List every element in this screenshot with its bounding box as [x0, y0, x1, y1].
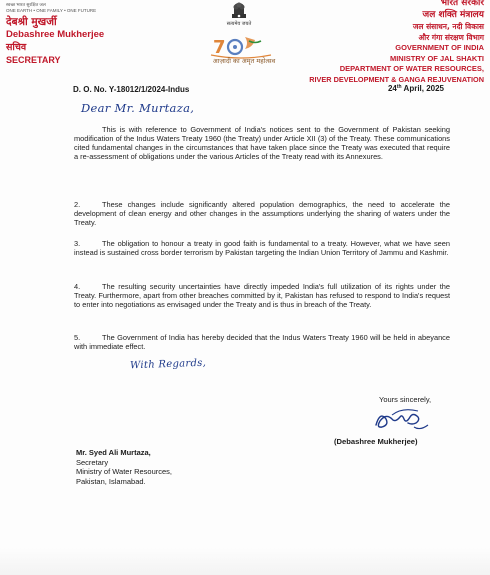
addressee-location: Pakistan, Islamabad. [76, 476, 146, 486]
paragraph-text: The resulting security uncertainties have directly impeded India's full utilization of its rights under the Treaty. Furthermore, apart from other breaches committed by it, Pakistan has refused to respond to India's request to enter into negotiations as envisaged under the Treaty and is thus in breach of the Treaty. [74, 282, 450, 309]
tagline-part-3: ONE FUTURE [66, 8, 97, 13]
azadi-logo-text: आज़ादी का अमृत महोत्सव [212, 57, 276, 65]
do-number: D. O. No. Y-18012/1/2024-Indus [73, 85, 190, 94]
ministry-hindi: जल शक्ति मंत्रालय [422, 10, 484, 20]
tagline-part-1: ONE EARTH [6, 8, 33, 13]
paragraph-3 [74, 240, 450, 258]
designation-english: SECRETARY [6, 55, 61, 65]
jal-logo-text: सुरक्षित जल [26, 2, 46, 7]
emblem-motto: सत्यमेव जयते [226, 21, 252, 27]
yours-sincerely: Yours sincerely, [379, 395, 432, 404]
paragraph-1 [74, 126, 450, 162]
azadi-ka-amrit-mahotsav-logo-icon [207, 31, 277, 71]
paragraph-5 [74, 334, 450, 352]
designation-hindi: सचिव [6, 42, 27, 53]
signer-name: (Debashree Mukherjee) [334, 437, 418, 446]
letterhead-left [6, 2, 156, 66]
paragraph-text: The Government of India has hereby decided that the Indus Waters Treaty 1960 will be held in abeyance with immediate effect. [74, 333, 450, 351]
handwritten-salutation: Dear Mr. Murtaza, [81, 101, 195, 115]
sender-name-hindi: देबश्री मुखर्जी [6, 16, 57, 28]
date-month-year: April, 2025 [401, 84, 444, 93]
paragraph-number: 5. [74, 333, 81, 342]
paragraph-number: 2. [74, 200, 81, 209]
department-hindi-line-2: और गंगा संरक्षण विभाग [418, 33, 484, 42]
addressee-name: Mr. Syed Ali Murtaza, [76, 448, 151, 457]
page-bottom-shadow [0, 548, 490, 575]
addressee-ministry: Ministry of Water Resources, [76, 467, 172, 477]
national-emblem-icon [226, 0, 252, 20]
gov-english: GOVERNMENT OF INDIA [395, 43, 484, 52]
svg-text:7: 7 [213, 37, 226, 58]
signature-icon [370, 405, 440, 437]
g20-tagline: ONE EARTH • ONE FAMILY • ONE FUTURE [6, 8, 97, 13]
department-english-line-1: DEPARTMENT OF WATER RESOURCES, [339, 64, 484, 73]
ministry-english: MINISTRY OF JAL SHAKTI [389, 53, 484, 63]
swachh-logo-text: स्वच्छ भारत [6, 2, 26, 7]
handwritten-closing: With Regards, [129, 357, 207, 372]
paragraph-number: 3. [74, 239, 81, 248]
paragraph-4 [74, 283, 450, 310]
paragraph-text: The obligation to honour a treaty in good faith is fundamental to a treaty. However, what we have seen instead is sustained cross border terrorism by Pakistan targeting the Indian Union Territory of Jammu and Kashmir. [74, 239, 450, 257]
paragraph-text: This is with reference to Government of India's notices sent to the Government of Pakistan seeking modification of the Indus Waters Treaty 1960 (the Treaty) under Article XII (3) of the Treaty. These communications cited fundamental changes in the circumstances that have taken place since the Treaty was executed that require a re-assessment of obligations under the various Articles of the Treaty read with its Annexures. [74, 125, 450, 161]
paragraph-text: These changes include significantly altered population demographics, the need to accelerate the development of clean energy and other changes in the assumptions underlying the sharing of waters under the Treaty. [74, 200, 450, 227]
sender-name-english: Debashree Mukherjee [6, 29, 105, 40]
paragraph-number: 4. [74, 282, 81, 291]
department-hindi-line-1: जल संसाधन, नदी विकास [412, 22, 484, 31]
letter-date [388, 84, 444, 93]
addressee-title: Secretary [76, 457, 109, 467]
tagline-part-2: ONE FAMILY [36, 8, 63, 13]
department-english-line-2: RIVER DEVELOPMENT & GANGA REJUVENATION [309, 74, 484, 84]
addressee-block [76, 448, 172, 486]
date-day: 24 [387, 84, 397, 93]
letterhead-right [274, 0, 484, 85]
date-suffix: th [396, 84, 402, 90]
gov-hindi: भारत सरकार [440, 0, 484, 8]
paragraph-2 [74, 201, 450, 228]
